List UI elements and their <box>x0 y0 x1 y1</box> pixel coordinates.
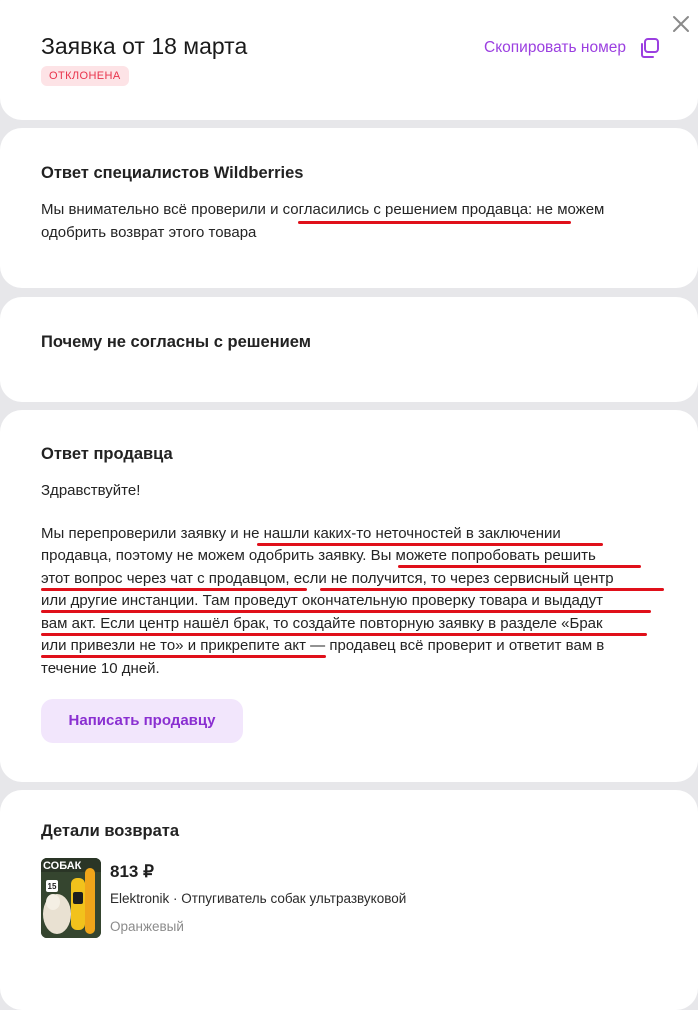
seller-answer-card <box>0 410 698 782</box>
seller-heading: Ответ продавца <box>41 445 173 463</box>
header-card <box>0 0 698 120</box>
disagree-heading: Почему не согласны с решением <box>41 333 311 351</box>
product-color: Оранжевый <box>110 919 184 934</box>
svg-text:15: 15 <box>47 882 57 891</box>
return-details-card <box>0 790 698 1010</box>
close-icon[interactable] <box>670 13 692 35</box>
seller-greeting: Здравствуйте! <box>41 482 141 499</box>
specialists-heading: Ответ специалистов Wildberries <box>41 164 304 182</box>
return-details-heading: Детали возврата <box>41 822 180 840</box>
product-image-text: СОБАК <box>43 860 82 872</box>
highlight-underline <box>41 655 326 658</box>
disagree-card <box>0 297 698 402</box>
highlight-underline <box>257 543 603 546</box>
page-title: Заявка от 18 марта <box>41 33 248 59</box>
highlight-underline <box>398 565 641 568</box>
product-image[interactable] <box>41 858 101 938</box>
seller-line-2: продавца, поэтому не можем одобрить заявку. Вы можете попробовать решить <box>41 547 596 564</box>
highlight-underline <box>320 588 664 591</box>
copy-icon[interactable] <box>638 37 660 59</box>
product-name: Elektronik · Отпугиватель собак ультразвуковой <box>110 891 407 906</box>
specialists-line-1: Мы внимательно всё проверили и согласились с решением продавца: не можем <box>41 201 605 218</box>
seller-line-6: или привезли не то» и прикрепите акт — продавец всё проверит и ответит вам в <box>41 637 605 654</box>
write-seller-button[interactable]: Написать продавцу <box>41 699 243 743</box>
status-badge: ОТКЛОНЕНА <box>41 66 129 86</box>
highlight-underline <box>41 588 307 591</box>
seller-line-5: вам акт. Если центр нашёл брак, то создайте повторную заявку в разделе «Брак <box>41 615 603 632</box>
highlight-underline <box>41 633 647 636</box>
seller-line-3: этот вопрос через чат с продавцом, если не получится, то через сервисный центр <box>41 570 614 587</box>
seller-line-1: Мы перепроверили заявку и не нашли каких-то неточностей в заключении <box>41 525 561 542</box>
specialists-line-2: одобрить возврат этого товара <box>41 224 257 241</box>
highlight-underline <box>41 610 651 613</box>
seller-line-4: или другие инстанции. Там проведут окончательную проверку товара и выдадут <box>41 592 603 609</box>
highlight-underline <box>298 221 571 224</box>
copy-number-link[interactable]: Скопировать номер <box>484 39 626 56</box>
specialists-answer-card <box>0 128 698 288</box>
seller-line-7: течение 10 дней. <box>41 660 160 677</box>
product-price: 813 ₽ <box>110 862 154 881</box>
